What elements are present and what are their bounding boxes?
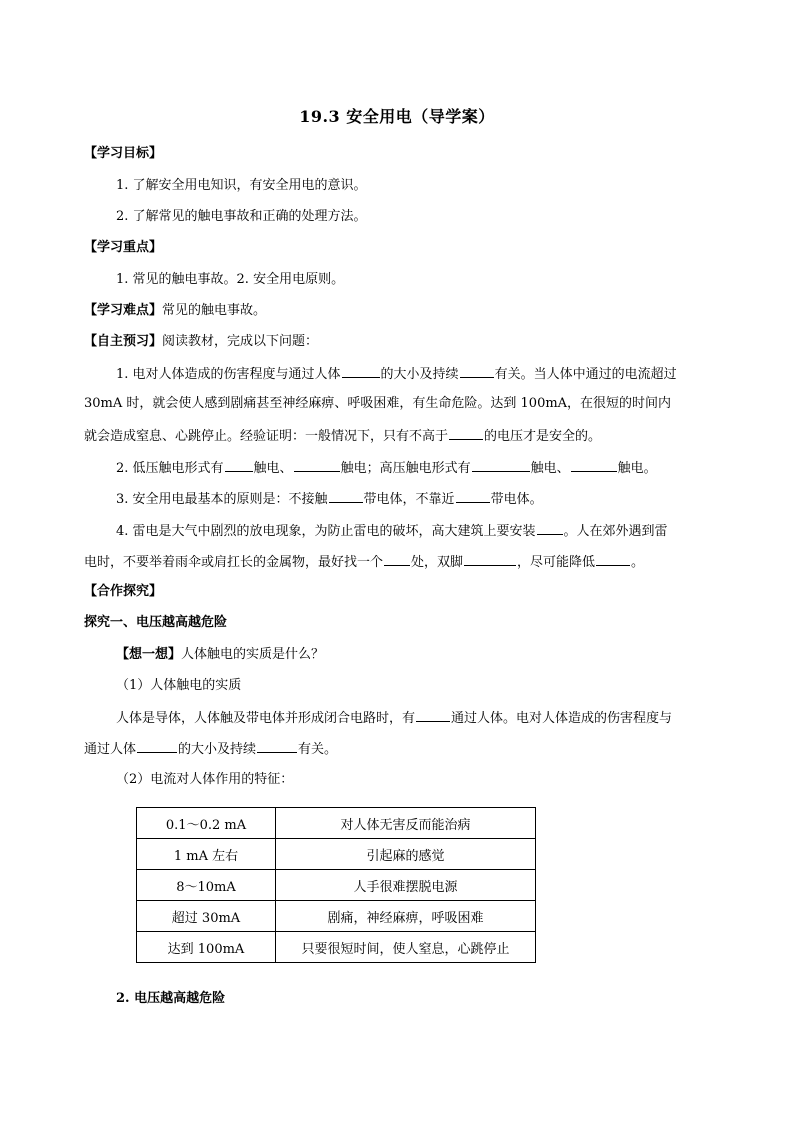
table-row — [137, 870, 536, 901]
q4-text-f: 。 — [631, 555, 645, 570]
difficulty-heading: 【学习难点】 — [84, 303, 163, 318]
q4-blank-1[interactable] — [537, 521, 563, 535]
current-cell: 达到 100mA — [137, 932, 276, 963]
essence-text-c: 通过人体 — [84, 742, 137, 757]
effect-cell: 引起麻的感觉 — [276, 839, 536, 870]
essence-line-1 — [116, 708, 672, 728]
goals-heading: 【学习目标】 — [84, 146, 163, 161]
q1-line-1 — [116, 364, 677, 384]
q1-text-f: 的电压才是安全的。 — [484, 429, 602, 444]
q1-blank-2[interactable] — [460, 364, 494, 378]
q4-text-e: ，尽可能降低 — [517, 555, 596, 570]
section-2-heading: 2. 电压越高越危险 — [116, 991, 226, 1006]
q2-text-b: 触电、 — [253, 461, 293, 476]
current-cell: 0.1～0.2 mA — [137, 808, 276, 839]
effect-cell: 只要很短时间，使人窒息，心跳停止 — [276, 932, 536, 963]
q1-text-b: 的大小及持续 — [380, 367, 459, 382]
q1-line-2: 30mA 时，就会使人感到剧痛甚至神经麻痹、呼吸困难，有生命危险。达到 100mA，在很短的时间内 — [84, 396, 672, 411]
q1-text-a: 1. 电对人体造成的伤害程度与通过人体 — [116, 367, 341, 382]
current-cell: 1 mA 左右 — [137, 839, 276, 870]
essence-text-d: 的大小及持续 — [178, 742, 257, 757]
q1-text-e: 就会造成窒息、心跳停止。经验证明：一般情况下，只有不高于 — [84, 429, 449, 444]
preview-text: 阅读教材，完成以下问题： — [162, 334, 319, 349]
goal-item-2: 2. 了解常见的触电事故和正确的处理方法。 — [116, 209, 367, 224]
effect-cell: 剧痛，神经麻痹，呼吸困难 — [276, 901, 536, 932]
current-cell: 超过 30mA — [137, 901, 276, 932]
q2-blank-1[interactable] — [225, 458, 253, 472]
q3-blank-1[interactable] — [329, 489, 363, 503]
essence-blank-2[interactable] — [137, 739, 177, 753]
q3-line — [116, 489, 543, 509]
q1-text-c: 有关。当人体中通过的电流超过 — [494, 367, 677, 382]
cooperation-heading: 【合作探究】 — [84, 584, 163, 599]
sub-heading-1: （1）人体触电的实质 — [116, 678, 242, 693]
essence-blank-3[interactable] — [257, 739, 297, 753]
preview-heading: 【自主预习】 — [84, 334, 163, 349]
q3-text-b: 带电体，不靠近 — [363, 492, 455, 507]
page-title: 19.3 安全用电（导学案） — [299, 107, 495, 126]
q4-blank-2[interactable] — [384, 552, 410, 566]
current-effect-table — [136, 807, 536, 963]
difficulty-text: 常见的触电事故。 — [162, 303, 267, 318]
q4-blank-3[interactable] — [464, 552, 516, 566]
q1-blank-3[interactable] — [449, 426, 483, 440]
sub-heading-2: （2）电流对人体作用的特征： — [116, 772, 294, 787]
q4-text-a: 4. 雷电是大气中剧烈的放电现象，为防止雷电的破坏，高大建筑上要安装 — [116, 524, 536, 539]
think-text: 人体触电的实质是什么？ — [181, 647, 325, 662]
key-points-text: 1. 常见的触电事故。2. 安全用电原则。 — [116, 272, 345, 287]
table-row — [137, 932, 536, 963]
current-cell: 8～10mA — [137, 870, 276, 901]
essence-blank-1[interactable] — [416, 708, 450, 722]
q4-line-2 — [84, 552, 644, 572]
q4-text-b: 。人在郊外遇到雷 — [563, 524, 668, 539]
q2-blank-2[interactable] — [294, 458, 340, 472]
inquiry-1-heading: 探究一、电压越高越危险 — [84, 615, 228, 630]
q4-blank-4[interactable] — [596, 552, 630, 566]
q2-text-d: 触电、 — [530, 461, 570, 476]
q3-blank-2[interactable] — [456, 489, 490, 503]
effect-cell: 人手很难摆脱电源 — [276, 870, 536, 901]
q3-text-a: 3. 安全用电最基本的原则是：不接触 — [116, 492, 328, 507]
essence-text-e: 有关。 — [298, 742, 338, 757]
q2-text-c: 触电；高压触电形式有 — [340, 461, 471, 476]
q2-blank-4[interactable] — [571, 458, 617, 472]
q1-blank-1[interactable] — [342, 364, 380, 378]
q1-line-3 — [84, 426, 601, 446]
essence-text-a: 人体是导体，人体触及带电体并形成闭合电路时，有 — [116, 711, 416, 726]
q2-text-e: 触电。 — [617, 461, 657, 476]
q2-text-a: 2. 低压触电形式有 — [116, 461, 224, 476]
preview-line — [84, 333, 318, 351]
difficulty-line — [84, 302, 266, 320]
goal-item-1: 1. 了解安全用电知识，有安全用电的意识。 — [116, 178, 367, 193]
think-heading: 【想一想】 — [116, 647, 182, 662]
table-row — [137, 901, 536, 932]
effect-cell: 对人体无害反而能治病 — [276, 808, 536, 839]
table-row — [137, 808, 536, 839]
table-row — [137, 839, 536, 870]
key-points-heading: 【学习重点】 — [84, 240, 163, 255]
essence-text-b: 通过人体。电对人体造成的伤害程度与 — [451, 711, 673, 726]
q2-blank-3[interactable] — [472, 458, 530, 472]
q2-line — [116, 458, 657, 478]
think-line — [116, 646, 324, 664]
essence-line-2 — [84, 739, 337, 759]
q4-text-c: 电时，不要举着雨伞或肩扛长的金属物，最好找一个 — [84, 555, 384, 570]
q4-line-1 — [116, 521, 668, 541]
q4-text-d: 处，双脚 — [411, 555, 464, 570]
q3-text-c: 带电体。 — [490, 492, 543, 507]
